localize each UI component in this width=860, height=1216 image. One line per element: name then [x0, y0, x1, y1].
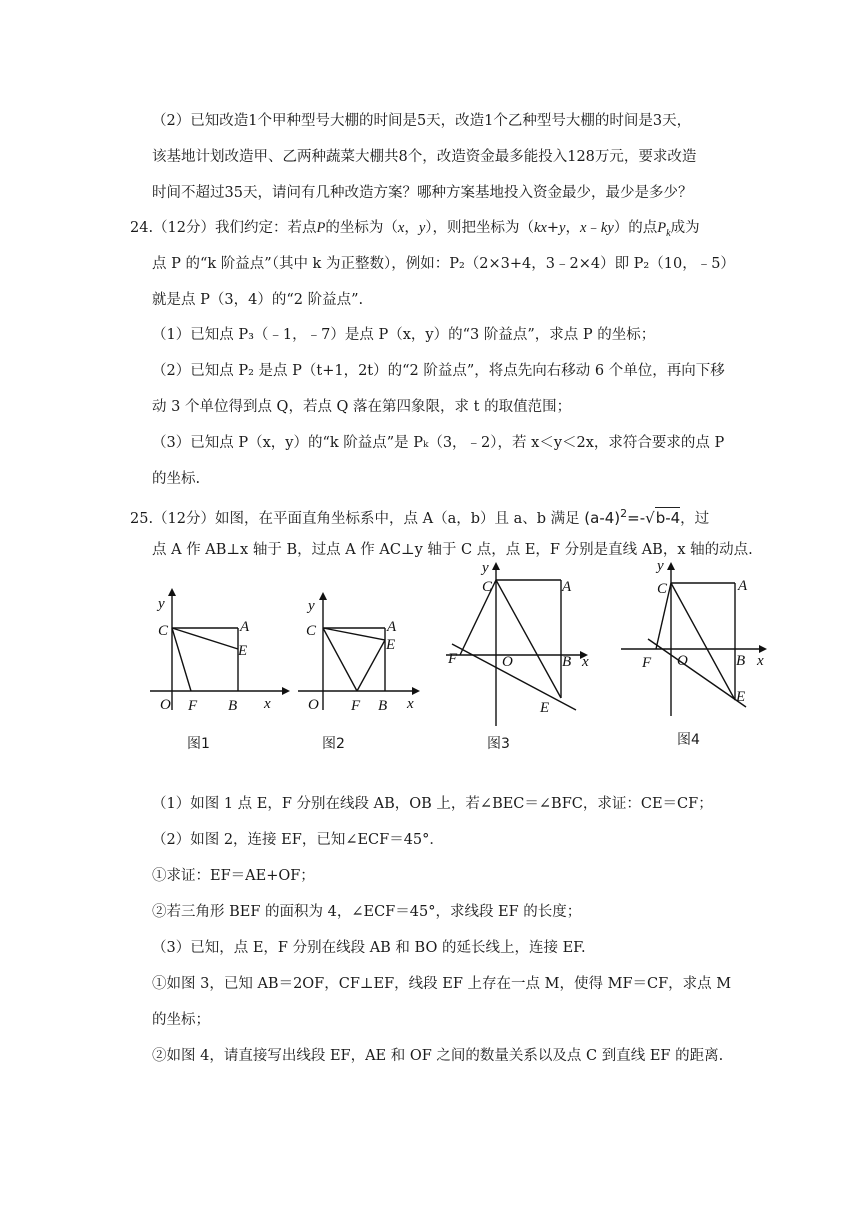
- figure-2-diagram: [290, 580, 440, 720]
- figure-4-caption: 图4: [677, 732, 700, 748]
- q24-text: +: [546, 220, 560, 236]
- fig1-label-o: O: [160, 697, 171, 713]
- formula-equals: =-: [627, 509, 646, 527]
- q25-part3-2: ②如图 4，请直接写出线段 EF，AE 和 OF 之间的数量关系以及点 C 到直线 EF 的距离.: [152, 1048, 724, 1064]
- q24-part3-line2: 的坐标.: [152, 471, 201, 487]
- q25-part3-1-line1: ①如图 3，已知 AB＝2OF，CF⊥EF，线段 EF 上存在一点 M，使得 MF＝CF，求点 M: [152, 976, 732, 992]
- fig2-label-o: O: [308, 697, 319, 713]
- fig2-label-e: E: [386, 637, 396, 653]
- figure-2-caption: 图2: [322, 736, 345, 752]
- q25-intro-text: 25.（12分）如图，在平面直角坐标系中，点 A（a，b）且 a、b 满足: [130, 511, 580, 527]
- q25-part2: （2）如图 2，连接 EF，已知∠ECF＝45°．: [152, 832, 444, 848]
- fig2-label-c: C: [306, 623, 317, 639]
- fig2-label-b: B: [378, 698, 388, 714]
- figure-3-caption: 图3: [487, 736, 510, 752]
- q24-part2-line2: 动 3 个单位得到点 Q，若点 Q 落在第四象限，求 t 的取值范围；: [152, 399, 572, 415]
- fig4-label-x: x: [757, 653, 764, 669]
- fig3-label-e: E: [540, 700, 550, 716]
- q24-part2-line1: （2）已知点 P₂ 是点 P（t+1，2t）的“2 阶益点”，将点先向右移动 6 个单位，再向下移: [152, 363, 725, 379]
- fig3-label-o: O: [502, 654, 513, 670]
- fig1-label-f: F: [188, 698, 198, 714]
- q24-var-p: P: [657, 220, 667, 236]
- formula-left: (a-4): [584, 509, 621, 527]
- figure-1-caption: 图1: [187, 736, 210, 752]
- fig4-label-o: O: [677, 653, 688, 669]
- formula-exponent: 2: [620, 507, 628, 520]
- q24-var-y: y: [418, 220, 426, 236]
- q24-intro-text: 24.（12分）我们约定：若点: [130, 220, 317, 236]
- fig3-label-a: A: [562, 579, 572, 595]
- q24-part3-line1: （3）已知点 P（x，y）的“k 阶益点”是 Pₖ（3，﹣2），若 x＜y＜2x，求符合要求的点 P: [152, 435, 725, 451]
- figure-4-diagram: [615, 556, 785, 726]
- fig3-label-y: y: [482, 560, 489, 576]
- fig1-label-x: x: [264, 696, 271, 712]
- q24-var-x: x: [579, 220, 587, 236]
- q23-part2-line2: 该基地计划改造甲、乙两种蔬菜大棚共8个，改造资金最多能投入128万元，要求改造: [152, 149, 697, 165]
- fig4-label-a: A: [738, 578, 748, 594]
- fig2-label-y: y: [308, 598, 315, 614]
- fig2-label-f: F: [351, 698, 361, 714]
- q25-part2-1: ①求证：EF＝AE+OF；: [152, 868, 315, 884]
- q25-line2: 点 A 作 AB⊥x 轴于 B，过点 A 作 AC⊥y 轴于 C 点，点 E，F 分别是直线 AB，x 轴的动点.: [152, 542, 753, 558]
- fig1-label-c: C: [158, 623, 169, 639]
- q24-text: ﹣: [586, 220, 601, 236]
- q25-part3: （3）已知，点 E，F 分别在线段 AB 和 BO 的延长线上，连接 EF.: [152, 940, 586, 956]
- q24-text: ），则把坐标为（: [425, 220, 534, 236]
- fig4-label-b: B: [736, 653, 746, 669]
- q25-condition-formula: $(a-4)^2=-√b-4$: [584, 507, 681, 527]
- q23-part2-line3: 时间不超过35天，请问有几种改造方案？哪种方案基地投入资金最少，最少是多少？: [152, 185, 693, 201]
- q24-line2: 点 P 的“k 阶益点”（其中 k 为正整数），例如：P₂（2×3+4，3﹣2×4）即 P₂（10，﹣5）: [152, 256, 735, 272]
- fig3-label-x: x: [582, 654, 589, 670]
- fig4-label-e: E: [736, 689, 746, 705]
- q24-line1: [130, 218, 700, 244]
- fig3-label-b: B: [562, 654, 572, 670]
- fig2-label-x: x: [407, 696, 414, 712]
- q25-text: ，过: [680, 511, 710, 527]
- q24-line3: 就是点 P（3，4）的“2 阶益点”.: [152, 292, 364, 308]
- figure-4: [615, 556, 785, 730]
- fig1-label-y: y: [158, 596, 165, 612]
- q24-text: 成为: [670, 220, 700, 236]
- figure-3: [440, 556, 610, 750]
- q24-text: ，: [565, 220, 580, 236]
- fig3-label-f: F: [448, 651, 458, 667]
- formula-radicand: b-4: [655, 509, 681, 527]
- fig2-label-a: A: [387, 619, 397, 635]
- figure-1: [140, 580, 300, 724]
- q24-var-ky: ky: [600, 220, 614, 236]
- q25-line1: [130, 504, 709, 529]
- fig1-label-e: E: [238, 643, 248, 659]
- fig3-label-c: C: [482, 579, 493, 595]
- fig4-label-f: F: [642, 655, 652, 671]
- q24-var-x: x: [397, 220, 405, 236]
- fig4-label-c: C: [657, 581, 668, 597]
- q24-var-y: y: [559, 220, 566, 236]
- q23-part2-line1: （2）已知改造1个甲种型号大棚的时间是5天，改造1个乙种型号大棚的时间是3天，: [152, 113, 692, 129]
- figure-3-diagram: [440, 556, 610, 746]
- fig4-label-y: y: [657, 558, 664, 574]
- q24-part1: （1）已知点 P₃（﹣1，﹣7）是点 P（x，y）的“3 阶益点”，求点 P 的坐标；: [152, 327, 656, 343]
- q24-text: ）的点: [613, 220, 658, 236]
- q25-part3-1-line2: 的坐标；: [152, 1012, 210, 1028]
- figure-1-diagram: [140, 580, 300, 720]
- q25-part1: （1）如图 1 点 E，F 分别在线段 AB，OB 上，若∠BEC＝∠BFC，求证：CE＝CF；: [152, 796, 713, 812]
- q24-text: ，: [404, 220, 419, 236]
- figure-2: [290, 580, 440, 724]
- q24-var-kx: kx: [534, 220, 547, 236]
- q25-part2-2: ②若三角形 BEF 的面积为 4，∠ECF＝45°，求线段 EF 的长度；: [152, 904, 582, 920]
- q24-sub-k: k: [666, 227, 671, 239]
- fig1-label-b: B: [228, 698, 238, 714]
- q24-var-p: P: [316, 220, 326, 236]
- q24-text: 的坐标为（: [325, 220, 398, 236]
- fig1-label-a: A: [240, 619, 250, 635]
